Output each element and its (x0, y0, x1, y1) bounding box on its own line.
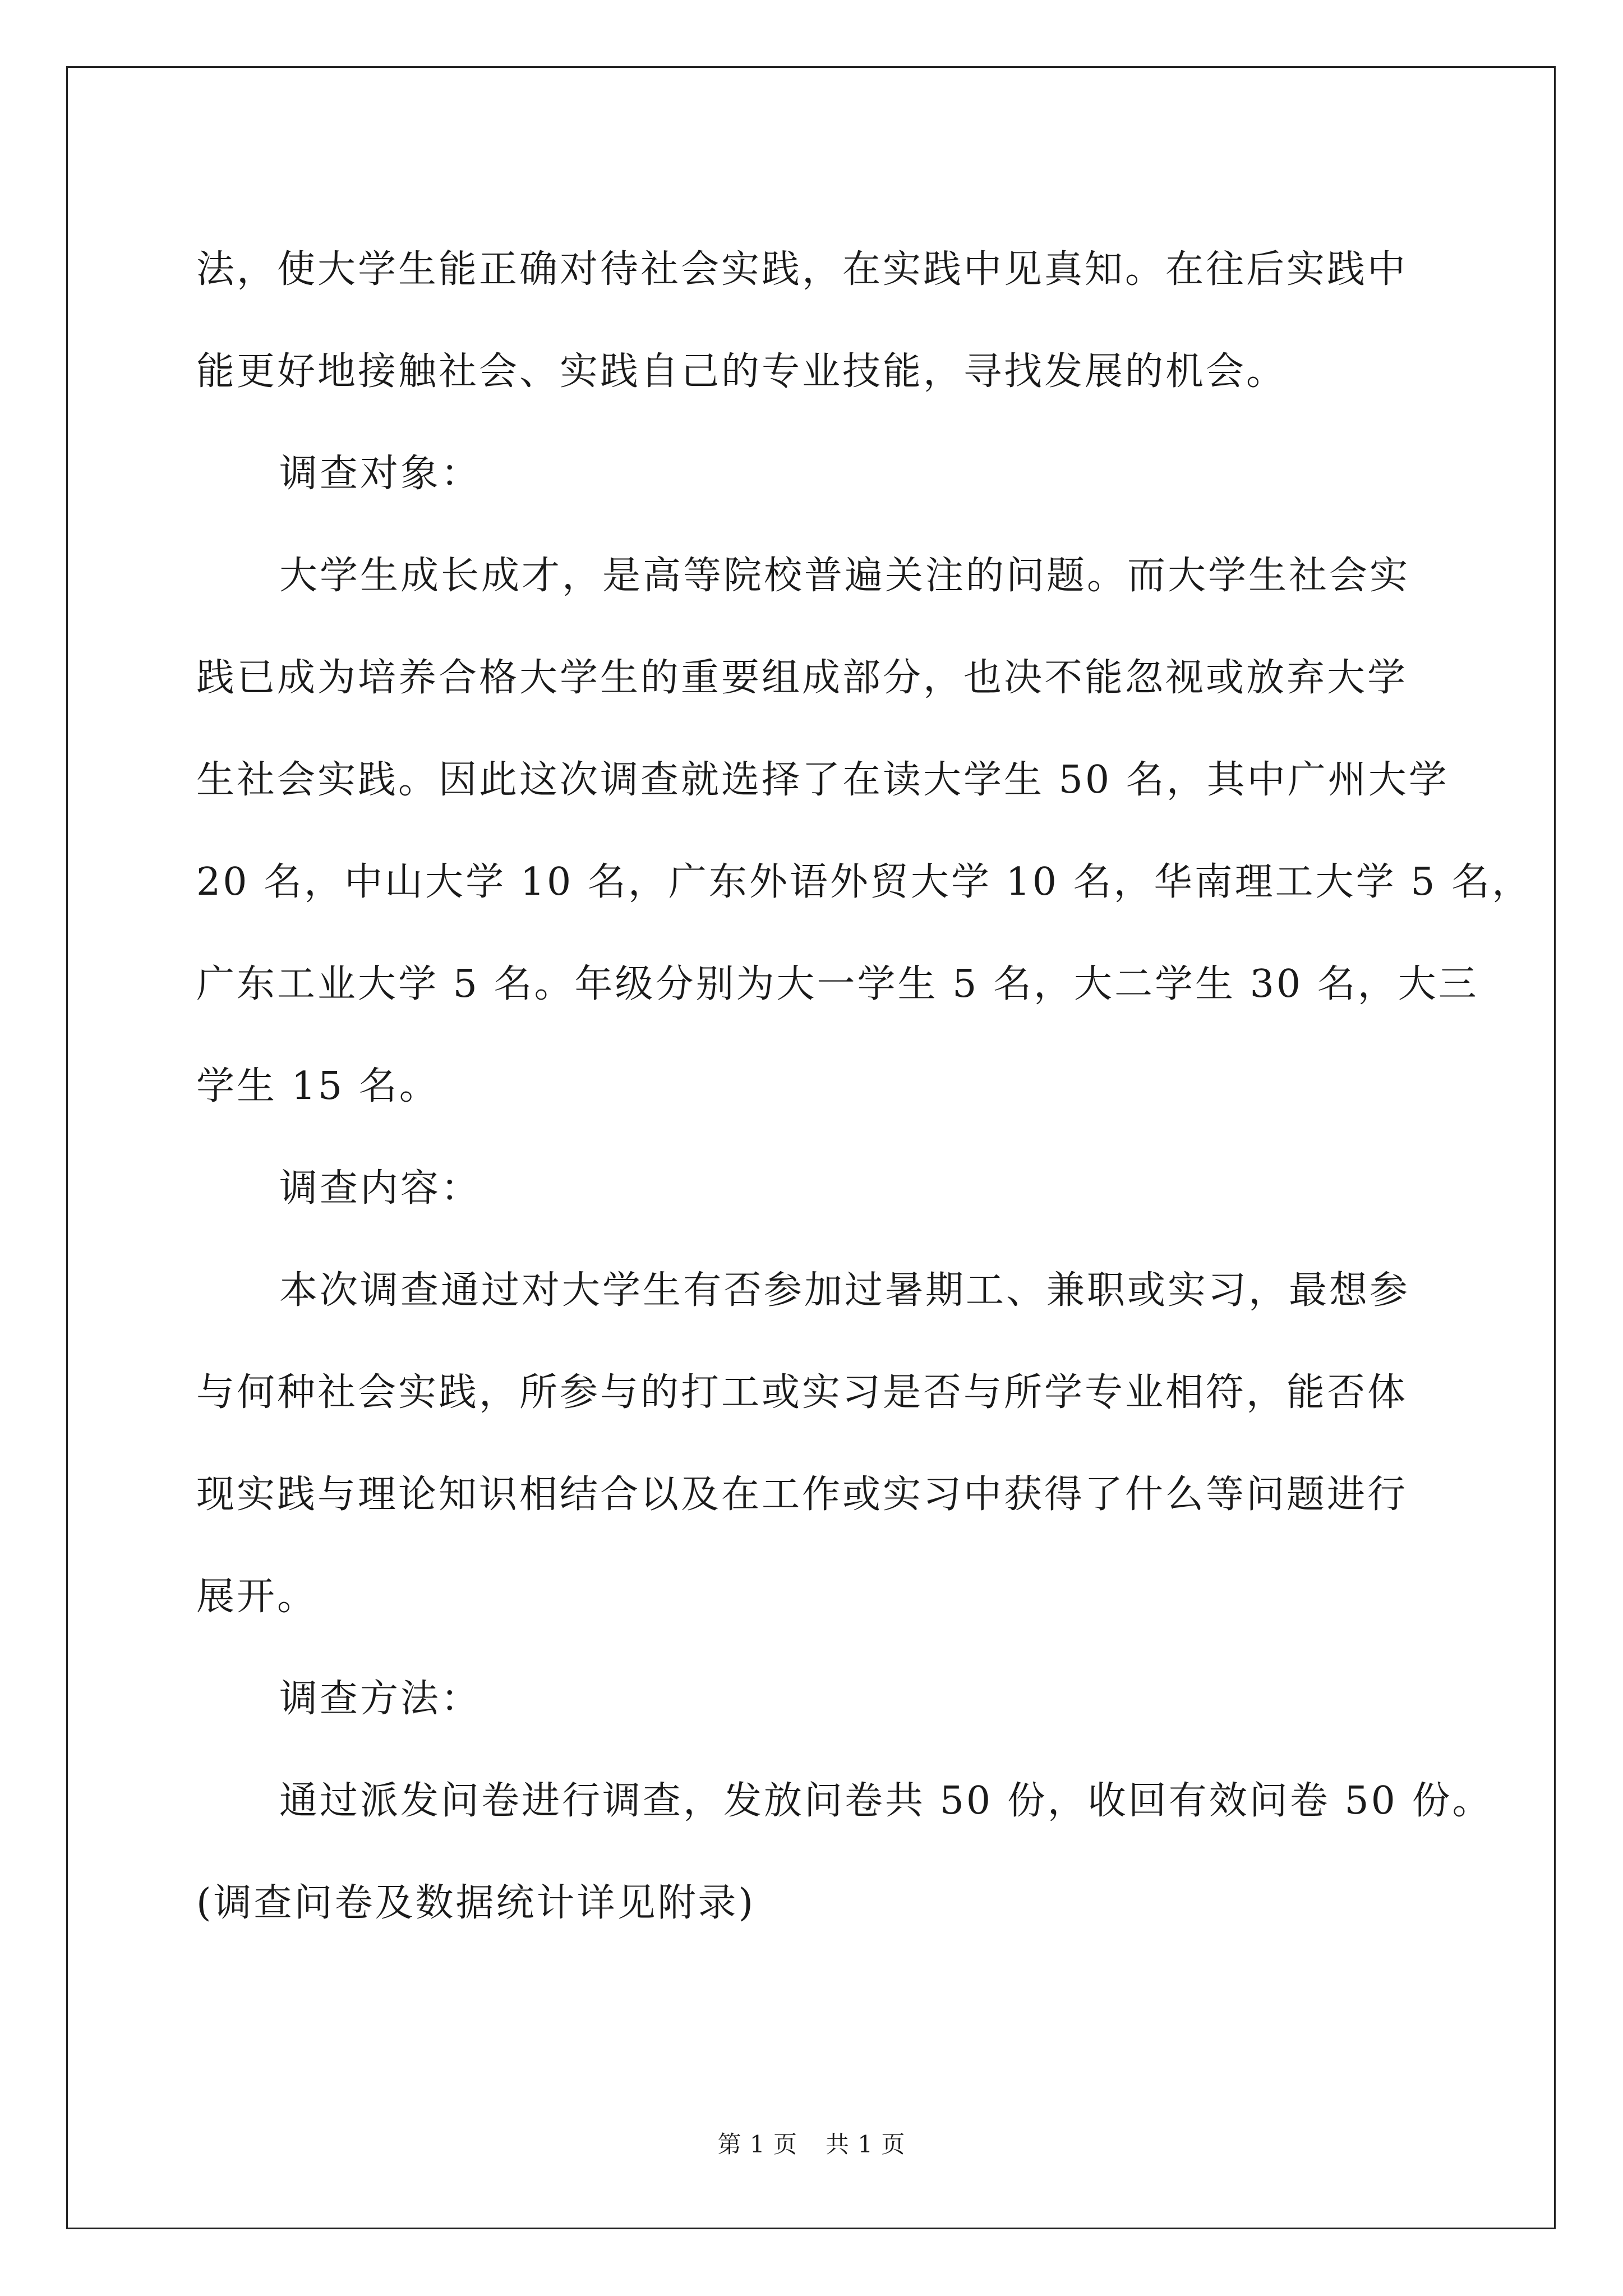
text-line: 法，使大学生能正确对待社会实践，在实践中见真知。在往后实践中 (196, 247, 1408, 292)
page-number: 第 1 页 (717, 2131, 797, 2158)
text-line: (调查问卷及数据统计详见附录) (196, 1881, 756, 1925)
text-line: 本次调查通过对大学生有否参加过暑期工、兼职或实习，最想参 (279, 1268, 1410, 1313)
text-line: 生社会实践。因此这次调查就选择了在读大学生 50 名，其中广州大学 (196, 758, 1449, 802)
text-line: 能更好地接触社会、实践自己的专业技能，寻找发展的机会。 (196, 349, 1287, 394)
document-body (196, 219, 1533, 1954)
section-heading-subjects: 调查对象： (279, 452, 482, 496)
section-heading-method: 调查方法： (279, 1677, 482, 1721)
text-line: 通过派发问卷进行调查，发放问卷共 50 份，收回有效问卷 50 份。 (279, 1779, 1493, 1823)
text-line: 与何种社会实践，所参与的打工或实习是否与所学专业相符，能否体 (196, 1370, 1408, 1415)
text-line: 现实践与理论知识相结合以及在工作或实习中获得了什么等问题进行 (196, 1473, 1408, 1517)
text-line: 展开。 (196, 1575, 318, 1619)
text-line: 广东工业大学 5 名。年级分别为大一学生 5 名，大二学生 30 名，大三 (196, 962, 1479, 1006)
text-line: 20 名，中山大学 10 名，广东外语外贸大学 10 名，华南理工大学 5 名， (196, 860, 1533, 904)
page-total: 共 1 页 (826, 2131, 906, 2158)
page-footer (0, 2131, 1623, 2159)
section-heading-content: 调查内容： (279, 1166, 482, 1211)
text-line: 学生 15 名。 (196, 1064, 440, 1108)
text-line: 践已成为培养合格大学生的重要组成部分，也决不能忽视或放弃大学 (196, 656, 1408, 700)
text-line: 大学生成长成才，是高等院校普遍关注的问题。而大学生社会实 (279, 554, 1410, 598)
